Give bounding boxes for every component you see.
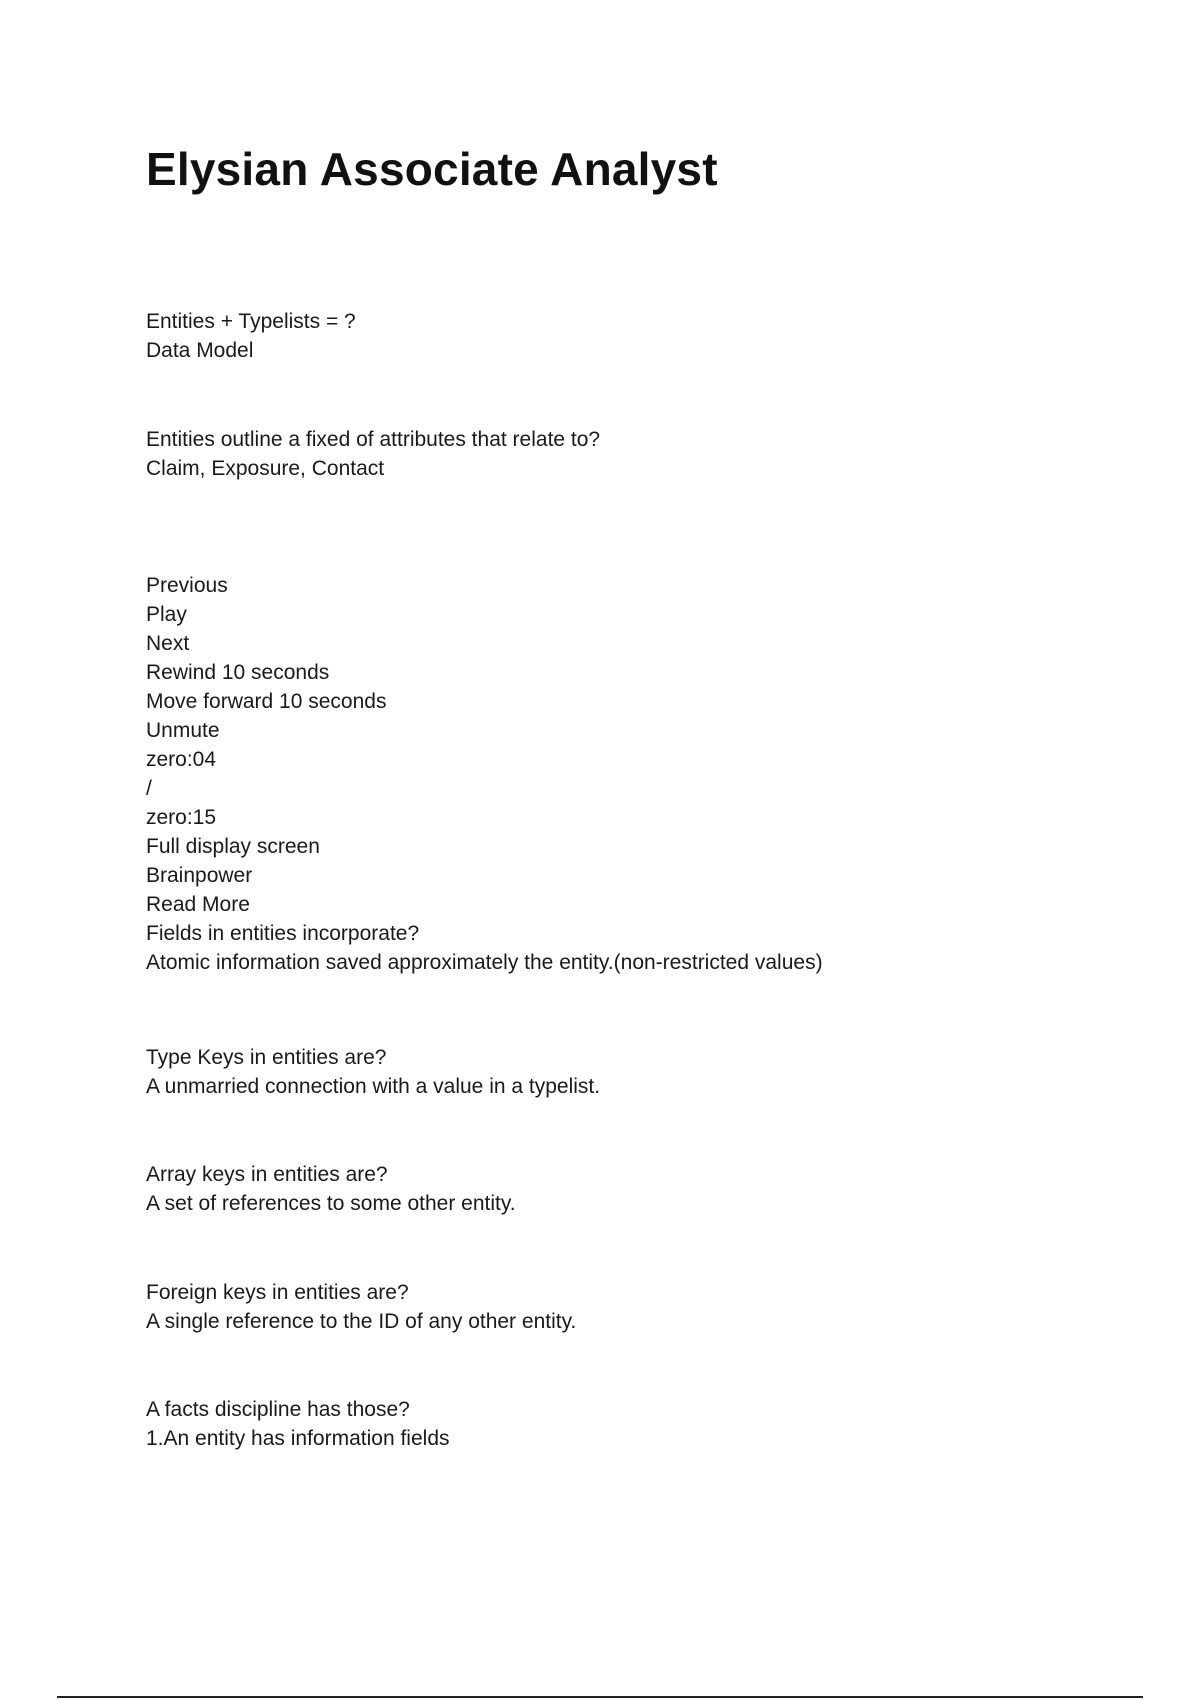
question-text: Fields in entities incorporate? (146, 922, 420, 945)
answer-text: 1.An entity has information fields (146, 1427, 450, 1450)
fullscreen-button[interactable]: Full display screen (146, 835, 320, 858)
answer-text: A set of references to some other entity. (146, 1192, 516, 1215)
unmute-button[interactable]: Unmute (146, 719, 220, 742)
previous-button[interactable]: Previous (146, 574, 228, 597)
forward-button[interactable]: Move forward 10 seconds (146, 690, 387, 713)
question-text: Entities + Typelists = ? (146, 310, 356, 333)
answer-text: Atomic information saved approximately the entity.(non-restricted values) (146, 951, 823, 974)
read-more-link[interactable]: Read More (146, 893, 250, 916)
answer-text: Data Model (146, 339, 254, 362)
answer-text: A unmarried connection with a value in a typelist. (146, 1075, 601, 1098)
duration-time: zero:15 (146, 806, 217, 829)
footer-divider (57, 1696, 1143, 1698)
answer-text: Claim, Exposure, Contact (146, 457, 385, 480)
qa-block (146, 1043, 600, 1101)
qa-block (146, 1160, 516, 1218)
qa-block (146, 307, 356, 365)
media-player-controls (146, 571, 823, 977)
page-title: Elysian Associate Analyst (146, 143, 718, 195)
play-button[interactable]: Play (146, 603, 187, 626)
qa-block (146, 1278, 576, 1336)
question-text: Entities outline a fixed of attributes that relate to? (146, 428, 601, 451)
time-separator: / (146, 777, 152, 800)
question-text: Type Keys in entities are? (146, 1046, 387, 1069)
player-brand: Brainpower (146, 864, 253, 887)
answer-text: A single reference to the ID of any other entity. (146, 1310, 577, 1333)
rewind-button[interactable]: Rewind 10 seconds (146, 661, 330, 684)
question-text: A facts discipline has those? (146, 1398, 410, 1421)
question-text: Foreign keys in entities are? (146, 1281, 409, 1304)
current-time: zero:04 (146, 748, 217, 771)
qa-block (146, 1395, 450, 1453)
next-button[interactable]: Next (146, 632, 190, 655)
question-text: Array keys in entities are? (146, 1163, 388, 1186)
qa-block (146, 425, 600, 483)
